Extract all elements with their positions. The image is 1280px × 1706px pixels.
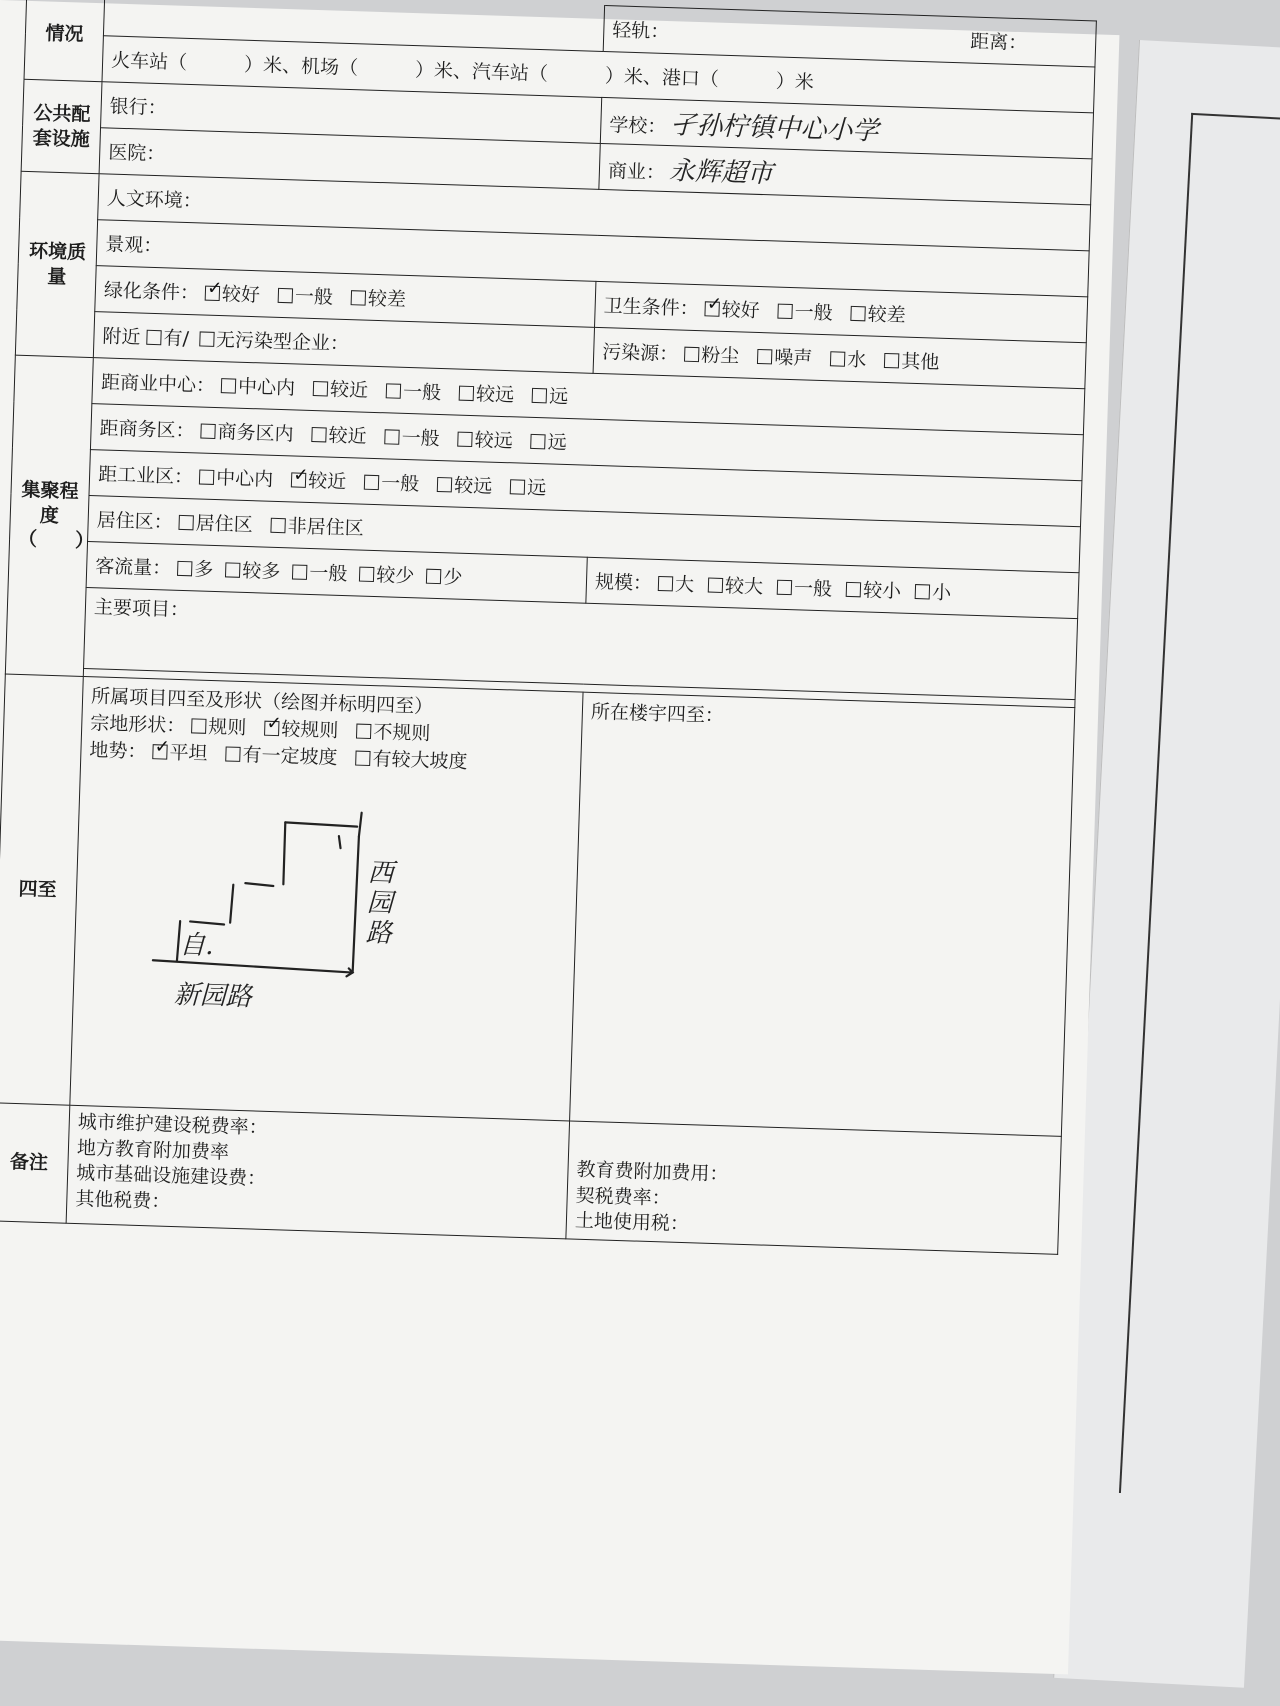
shape-field: 宗地形状： 规则 ✓ 较规则 不规则 [90,708,574,750]
shape-option-fairly-regular[interactable]: ✓ 较规则 [264,714,339,743]
scale-option-average[interactable]: 一般 [777,573,833,602]
scale-option-larger[interactable]: 较大 [708,571,764,600]
traffic-option-more[interactable]: 较多 [225,555,281,584]
checkbox-checked[interactable] [205,286,220,301]
other-taxes: 其他税费： [75,1187,171,1213]
sanitation-option-good[interactable]: ✓ 较好 [704,294,760,323]
commerce-field[interactable]: 商业： 永辉超市 [599,143,1092,204]
checkbox-checked[interactable] [704,301,719,316]
nearby-option-yes[interactable]: 有/ [146,323,189,351]
scale-option-small[interactable]: 小 [915,577,952,605]
residential-option-no[interactable]: 非居住区 [270,511,364,541]
industry-option-farther[interactable]: 较远 [437,470,493,499]
commercial-distance-field: 距商业中心： 中心内 较近 一般 较远 远 [92,358,1085,435]
hospital-field[interactable]: 医院： [99,128,600,190]
checkbox-checked[interactable] [264,721,279,736]
checkbox-checked[interactable] [291,472,306,487]
commercial-option-average[interactable]: 一般 [386,376,442,405]
public-facilities-category: 公共配套设施 [21,79,102,173]
terrain-option-steep[interactable]: 有较大坡度 [355,744,468,775]
shape-option-regular[interactable]: 规则 [191,711,247,740]
business-option-near[interactable]: 较近 [311,420,367,449]
sketch-south-road: 新园路 [173,979,253,1013]
transport-distances: 火车站（ ）米、机场（ ）米、汽车站（ ）米、港口（ ）米 [102,36,1095,113]
svg-text:路: 路 [365,917,393,949]
sanitation-option-poor[interactable]: 较差 [850,299,906,328]
industry-option-far[interactable]: 远 [510,472,547,500]
residential-option-yes[interactable]: 居住区 [178,508,253,537]
pollution-option-other[interactable]: 其他 [884,346,940,375]
terrain-field: 地势： ✓ 平坦 有一定坡度 有较大坡度 [89,735,573,777]
shape-option-irregular[interactable]: 不规则 [356,717,431,746]
scale-option-large[interactable]: 大 [658,569,695,597]
bank-field[interactable]: 银行： [101,82,602,144]
svg-text:西: 西 [367,857,395,889]
scale-option-smaller[interactable]: 较小 [846,575,902,604]
project-bounds-cell [70,676,583,1120]
greening-option-good[interactable]: ✓ 较好 [205,279,261,308]
building-bounds-cell[interactable]: 所在楼宇四至： [570,692,1075,1136]
pollution-option-water[interactable]: 水 [830,344,867,372]
greening-field: 绿化条件： ✓ 较好 一般 较差 [95,266,596,328]
environment-category: 环境质量 [15,171,99,357]
school-field[interactable]: 学校： 孑孙柠镇中心小学 [600,97,1093,158]
urban-maintenance-tax: 城市维护建设税费率： [77,1111,269,1139]
sanitation-option-average[interactable]: 一般 [777,297,833,326]
business-option-farther[interactable]: 较远 [457,425,513,454]
bounds-category: 四至 [0,674,83,1105]
distance-label: 距离： [969,30,1028,55]
education-surcharge: 教育费附加费用： [576,1158,729,1186]
commercial-option-near[interactable]: 较近 [313,374,369,403]
sketch-mark: 自. [178,930,215,962]
commercial-option-farther[interactable]: 较远 [459,379,515,408]
terrain-option-flat[interactable]: ✓ 平坦 [152,737,208,766]
light-rail-label: 轻轨： [612,19,670,44]
commercial-option-far[interactable]: 远 [532,381,569,409]
pollution-option-noise[interactable]: 噪声 [757,342,813,371]
business-distance-field: 距商务区： 商务区内 较近 一般 较远 远 [90,404,1083,481]
commerce-handwritten: 永辉超市 [668,156,774,190]
situation-category: 情况 [24,0,105,82]
notes-right-cell [566,1121,1061,1254]
pollution-option-dust[interactable]: 粉尘 [684,340,740,369]
checkbox-checked[interactable] [152,744,167,759]
main-items-field[interactable]: 主要项目： [84,587,1078,699]
industry-option-near[interactable]: ✓ 较近 [291,465,347,494]
cluster-category: 集聚程度 （ ） [5,355,93,676]
business-option-far[interactable]: 远 [530,427,567,455]
industry-option-inside[interactable]: 中心内 [199,462,274,491]
site-sketch [81,768,529,1042]
traffic-option-average[interactable]: 一般 [292,557,348,586]
svg-text:园: 园 [366,887,394,919]
commercial-option-inside[interactable]: 中心内 [221,371,296,400]
sketch-east-road [365,858,398,949]
bounds-title: 所属项目四至及形状（绘图并标明四至） [90,685,434,718]
traffic-option-few[interactable]: 少 [426,562,463,590]
industry-distance-field: 距工业区： 中心内 ✓ 较近 一般 较远 远 [89,450,1082,527]
culture-field[interactable]: 人文环境： [98,174,1091,251]
deed-tax-rate: 契税费率： [575,1184,672,1210]
greening-option-poor[interactable]: 较差 [351,283,407,312]
industry-option-average[interactable]: 一般 [364,468,420,497]
local-education-surcharge: 地方教育附加费率 [76,1136,230,1164]
greening-option-average[interactable]: 一般 [278,281,334,310]
notes-category: 备注 [0,1103,70,1223]
land-use-tax: 土地使用税： [574,1209,690,1236]
residential-field: 居住区： 居住区 非居住区 [88,496,1081,573]
landscape-field[interactable]: 景观： [96,220,1089,297]
scale-field: 规模： 大 较大 一般 较小 小 [586,557,1079,618]
sanitation-field: 卫生条件： ✓ 较好 一般 较差 [595,281,1088,342]
traffic-option-many[interactable]: 多 [177,554,214,582]
traffic-option-less[interactable]: 较少 [359,560,415,589]
nearby-option-none[interactable]: 无污染型企业： [199,324,350,356]
nearby-field: 附近 有/ 无污染型企业： [93,312,594,374]
infrastructure-fee: 城市基础设施建设费： [75,1162,267,1191]
traffic-field: 客流量： 多 较多 一般 较少 少 [86,542,587,604]
school-handwritten: 孑孙柠镇中心小学 [669,110,879,147]
pollution-field: 污染源： 粉尘 噪声 水 其他 [593,327,1086,388]
terrain-option-slope[interactable]: 有一定坡度 [225,739,338,770]
business-option-average[interactable]: 一般 [384,422,440,451]
notes-left-cell [66,1105,569,1239]
business-option-inside[interactable]: 商务区内 [200,417,294,447]
